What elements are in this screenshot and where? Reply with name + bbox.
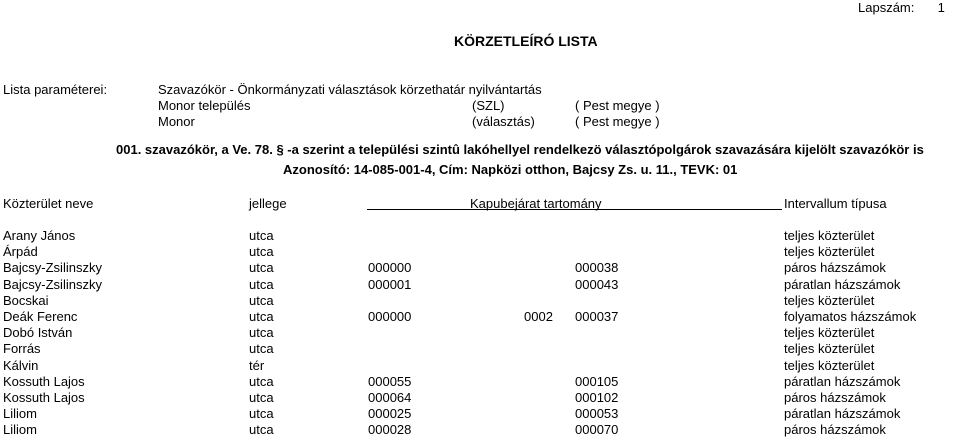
interval-type: páros házszámok: [784, 422, 886, 438]
params-election-county: ( Pest megye ): [575, 114, 660, 129]
page-number: 1: [937, 0, 945, 15]
table-row: [0, 277, 960, 293]
street-type: utca: [249, 341, 274, 357]
range-middle: 0002: [524, 309, 553, 324]
range-from: 000055: [368, 373, 412, 389]
params-election-name: Monor: [158, 114, 195, 129]
street-type: utca: [249, 292, 274, 308]
range-from: 000064: [368, 390, 412, 405]
street-type: utca: [249, 244, 274, 260]
table-row: [0, 309, 960, 325]
street-name: Kálvin: [3, 357, 39, 373]
street-name: Arany János: [3, 228, 76, 243]
table-row: [0, 244, 960, 260]
params-line1: Szavazókör - Önkormányzati választások körzethatár nyilvántartás: [158, 82, 542, 97]
interval-type: teljes közterület: [784, 292, 875, 308]
street-type: utca: [249, 390, 274, 405]
street-name: Dobó István: [3, 325, 73, 341]
street-type: utca: [249, 373, 274, 389]
range-to: 000053: [575, 406, 619, 422]
street-name: Bocskai: [3, 292, 49, 308]
column-header-interval: Intervallum típusa: [784, 196, 887, 211]
street-name: Forrás: [3, 341, 41, 357]
table-row: [0, 422, 960, 438]
page-label-text: Lapszám:: [858, 0, 915, 15]
street-type: utca: [249, 406, 274, 422]
interval-type: folyamatos házszámok: [784, 309, 917, 324]
interval-type: teljes közterület: [784, 325, 875, 341]
interval-type: páratlan házszámok: [784, 276, 901, 292]
range-to: 000037: [575, 309, 619, 324]
street-type: utca: [249, 260, 274, 276]
params-election-code: (választás): [472, 114, 535, 129]
table-row: [0, 406, 960, 422]
street-type: utca: [249, 422, 274, 438]
range-to: 000043: [575, 276, 619, 292]
range-from: 000025: [368, 406, 412, 422]
interval-type: teljes közterület: [784, 244, 875, 260]
street-name: Bajcsy-Zsilinszky: [3, 276, 102, 292]
street-name: Kossuth Lajos: [3, 390, 85, 405]
table-row: [0, 293, 960, 309]
street-type: utca: [249, 228, 274, 243]
table-row: [0, 228, 960, 244]
street-type: utca: [249, 325, 274, 341]
column-header-type: jellege: [249, 196, 287, 211]
street-name: Liliom: [3, 406, 37, 422]
district-description: 001. szavazókör, a Ve. 78. § -a szerint a települési szintû lakóhellyel rendelkezö választópolgárok szavazására kijelölt szavazókör is: [116, 142, 924, 157]
params-settlement-county: ( Pest megye ): [575, 98, 660, 113]
params-settlement-name: Monor település: [158, 98, 251, 113]
params-settlement-code: (SZL): [472, 98, 505, 113]
interval-type: páratlan házszámok: [784, 406, 901, 422]
street-name: Liliom: [3, 422, 37, 438]
street-name: Kossuth Lajos: [3, 373, 85, 389]
table-row: [0, 325, 960, 341]
column-header-range: Kapubejárat tartomány: [470, 196, 602, 211]
range-from: 000000: [368, 260, 412, 276]
table-row: [0, 390, 960, 406]
interval-type: teljes közterület: [784, 357, 875, 373]
interval-type: teljes közterület: [784, 228, 875, 243]
interval-type: páros házszámok: [784, 260, 886, 276]
range-to: 000038: [575, 260, 619, 276]
street-name: Árpád: [3, 244, 38, 260]
page-label: [858, 0, 945, 16]
range-to: 000070: [575, 422, 619, 438]
table-row: [0, 358, 960, 374]
interval-type: páros házszámok: [784, 390, 886, 405]
range-from: 000001: [368, 276, 412, 292]
street-name: Bajcsy-Zsilinszky: [3, 260, 102, 276]
street-type: utca: [249, 276, 274, 292]
params-label: Lista paraméterei:: [3, 82, 108, 97]
range-from: 000028: [368, 422, 412, 438]
table-row: [0, 341, 960, 357]
range-from: 000000: [368, 309, 412, 324]
table-row: [0, 374, 960, 390]
column-header-name: Közterület neve: [3, 196, 94, 211]
range-to: 000105: [575, 373, 619, 389]
street-type: utca: [249, 309, 274, 324]
street-type: tér: [249, 357, 265, 373]
interval-type: teljes közterület: [784, 341, 875, 357]
street-name: Deák Ferenc: [3, 309, 78, 324]
interval-type: páratlan házszámok: [784, 373, 901, 389]
range-to: 000102: [575, 390, 619, 405]
document-title: KÖRZETLEÍRÓ LISTA: [454, 33, 598, 49]
table-row: [0, 260, 960, 276]
district-identifier: Azonosító: 14-085-001-4, Cím: Napközi otthon, Bajcsy Zs. u. 11., TEVK: 01: [283, 162, 738, 177]
